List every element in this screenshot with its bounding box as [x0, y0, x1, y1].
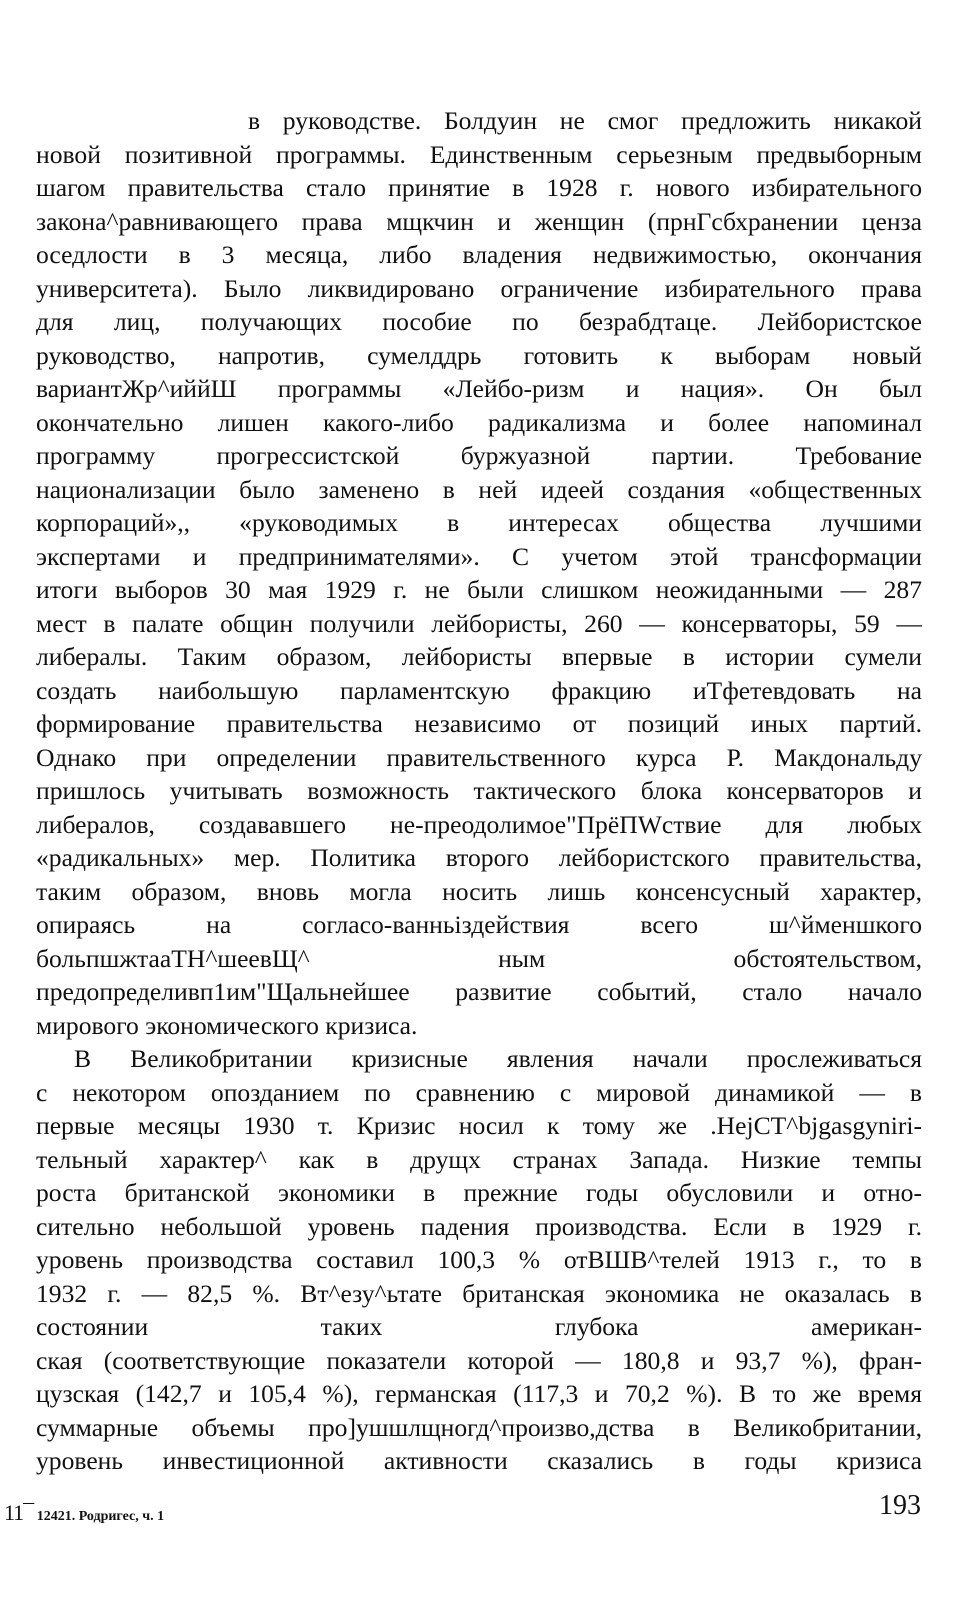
- text-line: ская (соответствующие показатели которой — 180,8 и 93,7 %), фран-: [36, 1345, 922, 1375]
- text-line: опираясь на согласо-ванньіздействия всего ш^йменшкого: [36, 910, 922, 939]
- page-number: 193: [879, 1490, 921, 1521]
- text-line: итоги выборов 30 мая 1929 г. не были слишком неожиданными — 287: [36, 575, 922, 604]
- text-line: создать наибольшую парламентскую фракцию иТфетевдовать на: [36, 675, 922, 705]
- text-line: мест в палате общин получили лейбористы, 260 — консерваторы, 59 —: [36, 608, 922, 638]
- text-line: шагом правительства стало принятие в 1928 г. нового избирательного: [36, 173, 922, 202]
- text-line: для лиц, получающих пособие по безрабдтаце. Лейбористское: [36, 307, 922, 336]
- text-line: экспертами и предпринимателями». С учетом этой трансформации: [36, 541, 922, 571]
- signature-text: 12421. Родригес, ч. 1: [36, 1509, 165, 1524]
- text-line: с некотором опозданием по сравнению с мировой динамикой — в: [36, 1077, 922, 1107]
- body-text: [36, 104, 922, 1478]
- text-line: руководство, напротив, сумелддрь готовить к выборам новый: [36, 340, 922, 370]
- text-line: корпораций»,, «руководимых в интересах общества лучшими: [36, 508, 922, 537]
- text-line: «радикальных» мер. Политика второго лейбористского правительства,: [36, 843, 922, 872]
- text-line: оседлости в 3 месяца, либо владения недвижимостью, окончания: [36, 240, 922, 269]
- text-line: суммарные объемы про]ушшлщногд^произво,дства в Великобритании,: [36, 1412, 922, 1442]
- text-line: таким образом, вновь могла носить лишь консенсусный характер,: [36, 876, 922, 906]
- text-line: новой позитивной программы. Единственным серьезным предвыборным: [36, 139, 922, 169]
- text-line: окончательно лишен какого-либо радикализма и более напоминал: [36, 407, 922, 437]
- text-line: уровень производства составил 100,3 % отВШВ^телей 1913 г., то в: [36, 1245, 922, 1274]
- text-line: состоянии таких глубока американ-: [36, 1312, 922, 1341]
- text-line: роста британской экономики в прежние годы обусловили и отно-: [36, 1178, 922, 1207]
- page-footer: [0, 1490, 977, 1530]
- text-line: вариантЖр^иййШ программы «Лейбо-ризм и нация». Он был: [36, 374, 922, 403]
- text-line: либералы. Таким образом, лейбористы впервые в истории сумели: [36, 642, 922, 671]
- text-line: программу прогрессистской буржуазной партии. Требование: [36, 441, 922, 470]
- text-line: предопределивп1им"Щальнейшее развитие событий, стало начало: [36, 977, 922, 1006]
- text-line: мирового экономического кризиса.: [36, 1010, 418, 1040]
- text-line: сительно небольшой уровень падения производства. Если в 1929 г.: [36, 1211, 922, 1241]
- text-line: в руководстве. Болдуин не смог предложить никакой: [248, 106, 922, 135]
- text-line: больпшжтааТН^шеевЩ^ ным обстоятельством,: [36, 943, 922, 973]
- text-line: Однако при определении правительственного курса Р. Макдональду: [36, 742, 922, 772]
- text-line: университета). Было ликвидировано ограничение избирательного права: [36, 273, 922, 303]
- text-line: либералов, создававшего не-преодолимое"ПрёПWствие для любых: [36, 809, 922, 839]
- text-line: 1932 г. — 82,5 %. Вт^езу^ьтате британская экономика не оказалась в: [36, 1278, 922, 1308]
- printer-signature: [4, 1500, 164, 1526]
- text-line: цузская (142,7 и 105,4 %), германская (117,3 и 70,2 %). В то же время: [36, 1379, 922, 1408]
- text-line: В Великобритании кризисные явления начали прослеживаться: [74, 1044, 922, 1073]
- text-line: формирование правительства независимо от позиций иных партий.: [36, 709, 922, 738]
- text-line: пришлось учитывать возможность тактического блока консерваторов и: [36, 776, 922, 805]
- text-line: тельный характер^ как в друщх странах Запада. Низкие темпы: [36, 1144, 922, 1174]
- text-line: первые месяцы 1930 т. Кризис носил к тому же .HejCT^bjgasgynirі-: [36, 1111, 922, 1140]
- text-line: национализации было заменено в ней идеей создания «общественных: [36, 474, 922, 504]
- signature-mark: 11¯: [4, 1500, 34, 1525]
- text-line: закона^равнивающего права мщкчин и женщин (прнГсбхранении ценза: [36, 206, 922, 236]
- text-line: уровень инвестиционной активности сказались в годы кризиса: [36, 1446, 922, 1475]
